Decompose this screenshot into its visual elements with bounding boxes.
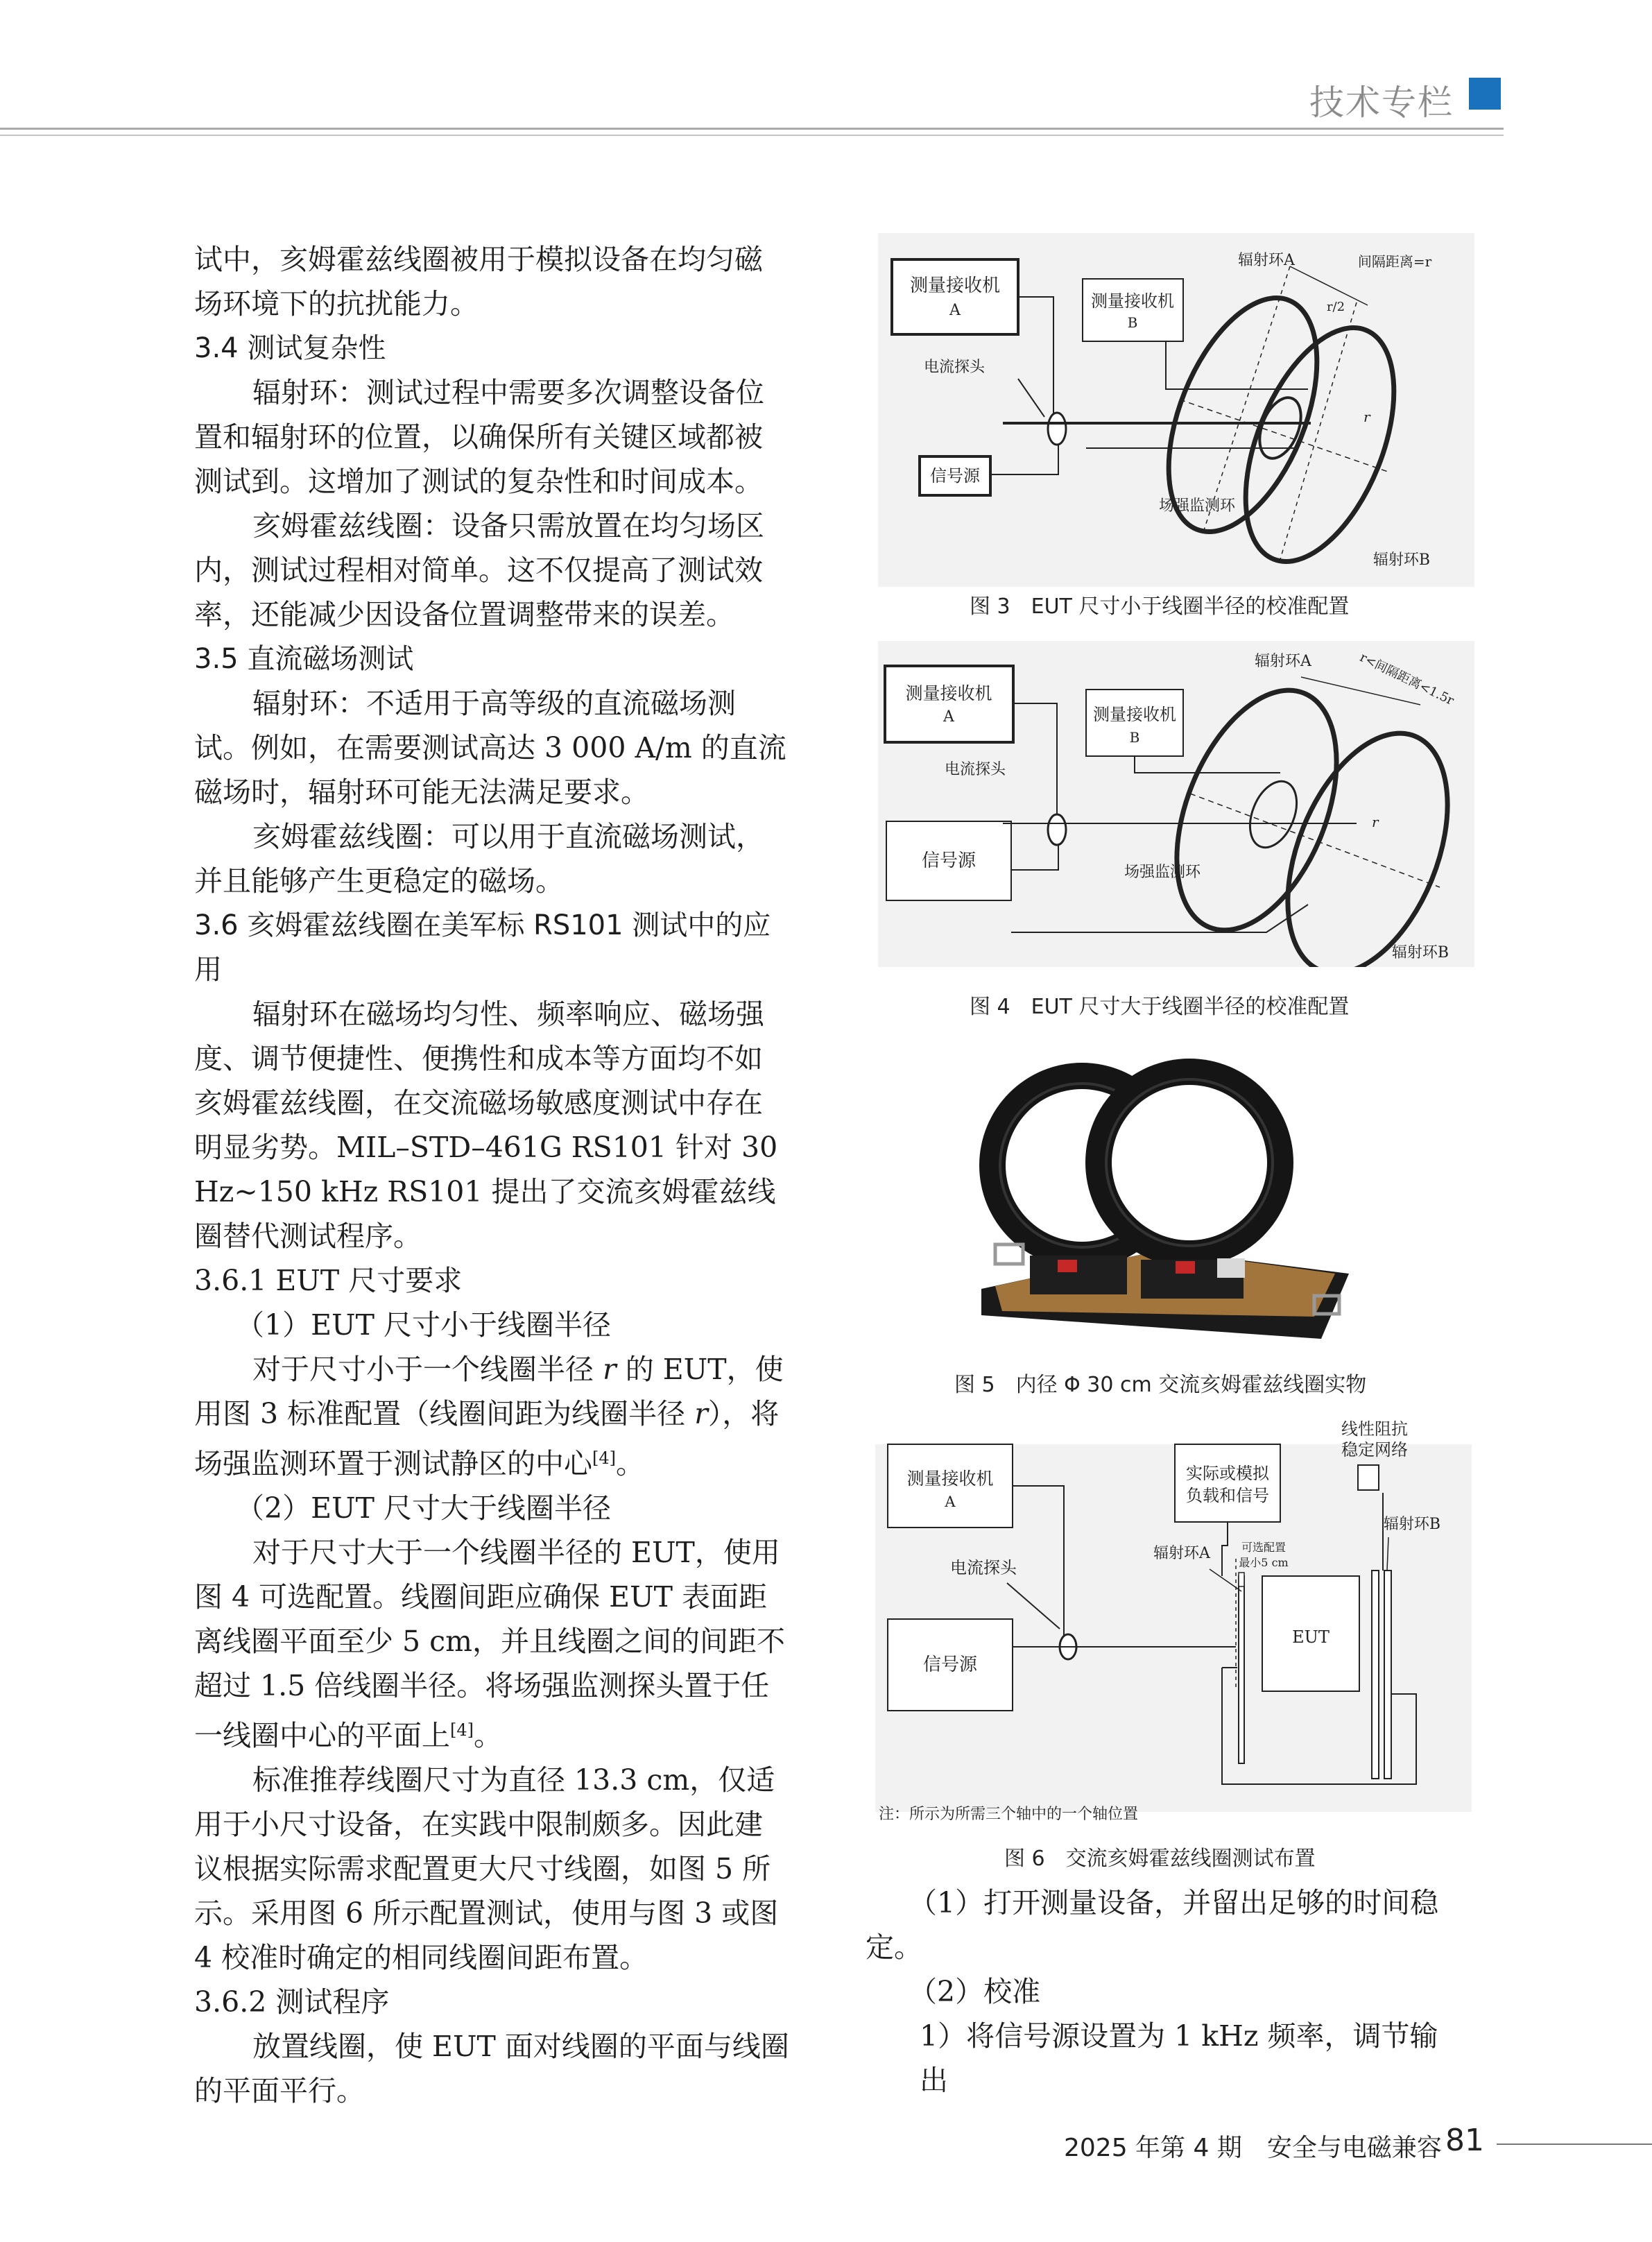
figure-4-caption: 图 4 EUT 尺寸大于线圈半径的校准配置 xyxy=(970,995,1350,1019)
paragraph: 辐射环：不适用于高等级的直流磁场测试。例如，在需要测试高达 3 000 A/m 的直流磁场时，辐射环可能无法满足要求。 xyxy=(194,687,786,809)
paragraph: 对于尺寸大于一个线圈半径的 EUT，使用图 4 可选配置。线圈间距应确保 EUT 表面距离线圈平面至少 5 cm，并且线圈之间的间距不超过 1.5 倍线圈半径。将场强监测探头置于任一线圈中心的平面上[4]。 xyxy=(194,1536,785,1752)
receiver-b-label: 测量接收机 xyxy=(1093,705,1176,724)
section-title: 技术专栏 xyxy=(1309,83,1454,123)
paragraph: 试中，亥姆霍兹线圈被用于模拟设备在均匀磁场环境下的抗扰能力。 xyxy=(194,243,763,320)
footer-rule xyxy=(1497,2143,1652,2145)
citation: [4] xyxy=(450,1720,474,1740)
paragraph: （1）打开测量设备，并留出足够的时间稳定。 xyxy=(866,1886,1439,1964)
svg-text:r: r xyxy=(1372,814,1379,830)
spacing-label: 间隔距离=r xyxy=(1357,253,1432,270)
receiver-a-label: 测量接收机 xyxy=(906,1469,994,1489)
current-probe-label: 电流探头 xyxy=(923,359,986,376)
header-rule-thin xyxy=(0,135,1504,136)
figure-6-caption: 图 6 交流亥姆霍兹线圈测试布置 xyxy=(1004,1847,1316,1871)
section-heading-3-4: 3.4 测试复杂性 xyxy=(194,332,386,364)
signal-source-label: 信号源 xyxy=(930,466,980,486)
right-column xyxy=(866,1881,1462,2103)
ring-b-label: 辐射环B xyxy=(1391,944,1449,961)
load-label: 实际或模拟 xyxy=(1186,1464,1269,1483)
figure-4-diagram xyxy=(878,641,1474,967)
item-heading: （2）EUT 尺寸大于线圈半径 xyxy=(236,1491,611,1525)
footer-issue: 2025 年第 4 期 安全与电磁兼容 xyxy=(1064,2134,1442,2162)
svg-text:负载和信号: 负载和信号 xyxy=(1186,1486,1269,1505)
signal-source-label: 信号源 xyxy=(921,850,976,871)
receiver-a-label: 测量接收机 xyxy=(909,275,1001,296)
ring-a-label: 辐射环A xyxy=(1153,1545,1210,1562)
svg-text:A: A xyxy=(945,1494,956,1510)
figure-5-photo xyxy=(974,1039,1349,1351)
paragraph: （2）校准 xyxy=(909,1975,1041,2008)
figure-6-diagram xyxy=(875,1410,1472,1826)
paragraph: 对于尺寸小于一个线圈半径 r 的 EUT，使用图 3 标准配置（线圈间距为线圈半径 r），将场强监测环置于测试静区的中心[4]。 xyxy=(194,1353,784,1480)
svg-text:r: r xyxy=(1363,409,1370,425)
receiver-a-label: 测量接收机 xyxy=(905,683,992,703)
paragraph: 亥姆霍兹线圈：设备只需放置在均匀场区内，测试过程相对简单。这不仅提高了测试效率，还能减少因设备位置调整带来的误差。 xyxy=(194,509,764,631)
lisn-label: 线性阻抗 xyxy=(1341,1419,1408,1439)
svg-text:r/2: r/2 xyxy=(1326,300,1345,314)
ring-b-label: 辐射环B xyxy=(1383,1516,1441,1533)
eut-label: EUT xyxy=(1292,1627,1330,1647)
subsection-heading-3-6-2: 3.6.2 测试程序 xyxy=(194,1985,390,2019)
ring-a-label: 辐射环A xyxy=(1255,653,1311,670)
section-heading-3-5: 3.5 直流磁场测试 xyxy=(194,643,414,675)
paragraph: 亥姆霍兹线圈：可以用于直流磁场测试，并且能够产生更稳定的磁场。 xyxy=(194,820,764,898)
section-heading-3-6: 3.6 亥姆霍兹线圈在美军标 RS101 测试中的应用 xyxy=(194,909,771,986)
spacing-label: r<间隔距离<1.5r xyxy=(1357,650,1456,708)
ring-a-label: 辐射环A xyxy=(1238,252,1295,269)
subsection-heading-3-6-1: 3.6.1 EUT 尺寸要求 xyxy=(194,1264,463,1297)
current-probe-label: 电流探头 xyxy=(944,761,1006,778)
receiver-b-label: 测量接收机 xyxy=(1091,291,1174,311)
svg-text:可选配置: 可选配置 xyxy=(1241,1541,1287,1554)
figure-5-caption: 图 5 内径 Φ 30 cm 交流亥姆霍兹线圈实物 xyxy=(954,1373,1367,1397)
figure-3-caption: 图 3 EUT 尺寸小于线圈半径的校准配置 xyxy=(970,594,1350,619)
paragraph: 辐射环在磁场均匀性、频率响应、磁场强度、调节便捷性、便携性和成本等方面均不如亥姆霍兹线圈，在交流磁场敏感度测试中存在明显劣势。MIL–STD–461G RS101 针对 30 Hz~150 kHz RS101 提出了交流亥姆霍兹线圈替代测试程序。 xyxy=(194,998,778,1253)
monitor-loop-label: 场强监测环 xyxy=(1124,864,1201,881)
citation: [4] xyxy=(592,1448,616,1468)
ring-b-label: 辐射环B xyxy=(1373,551,1431,569)
left-column xyxy=(194,237,791,2113)
svg-text:B: B xyxy=(1129,729,1140,746)
monitor-loop-label: 场强监测环 xyxy=(1158,497,1236,515)
item-heading: （1）EUT 尺寸小于线圈半径 xyxy=(236,1308,611,1342)
svg-text:A: A xyxy=(943,708,954,726)
svg-text:稳定网络: 稳定网络 xyxy=(1341,1440,1408,1460)
svg-text:A: A xyxy=(949,302,961,319)
paragraph: 1）将信号源设置为 1 kHz 频率，调节输出 xyxy=(920,2019,1438,2097)
svg-text:B: B xyxy=(1127,314,1138,331)
section-marker-square xyxy=(1469,78,1501,110)
paragraph: 辐射环：测试过程中需要多次调整设备位置和辐射环的位置，以确保所有关键区域都被测试到。这增加了测试的复杂性和时间成本。 xyxy=(194,376,764,498)
page-number: 81 xyxy=(1445,2123,1484,2158)
current-probe-label: 电流探头 xyxy=(950,1558,1017,1577)
figure-note: 注：所示为所需三个轴中的一个轴位置 xyxy=(879,1806,1139,1823)
svg-text:最小5 cm: 最小5 cm xyxy=(1239,1556,1289,1569)
paragraph: 放置线圈，使 EUT 面对线圈的平面与线圈的平面平行。 xyxy=(194,2030,789,2107)
figure-3-diagram xyxy=(878,233,1474,587)
signal-source-label: 信号源 xyxy=(922,1654,978,1675)
header-rule xyxy=(0,128,1504,130)
paragraph: 标准推荐线圈尺寸为直径 13.3 cm，仅适用于小尺寸设备，在实践中限制颇多。因此建议根据实际需求配置更大尺寸线圈，如图 5 所示。采用图 6 所示配置测试，使用与图 3 或图 4 校准时确定的相同线圈间距布置。 xyxy=(194,1763,779,1974)
